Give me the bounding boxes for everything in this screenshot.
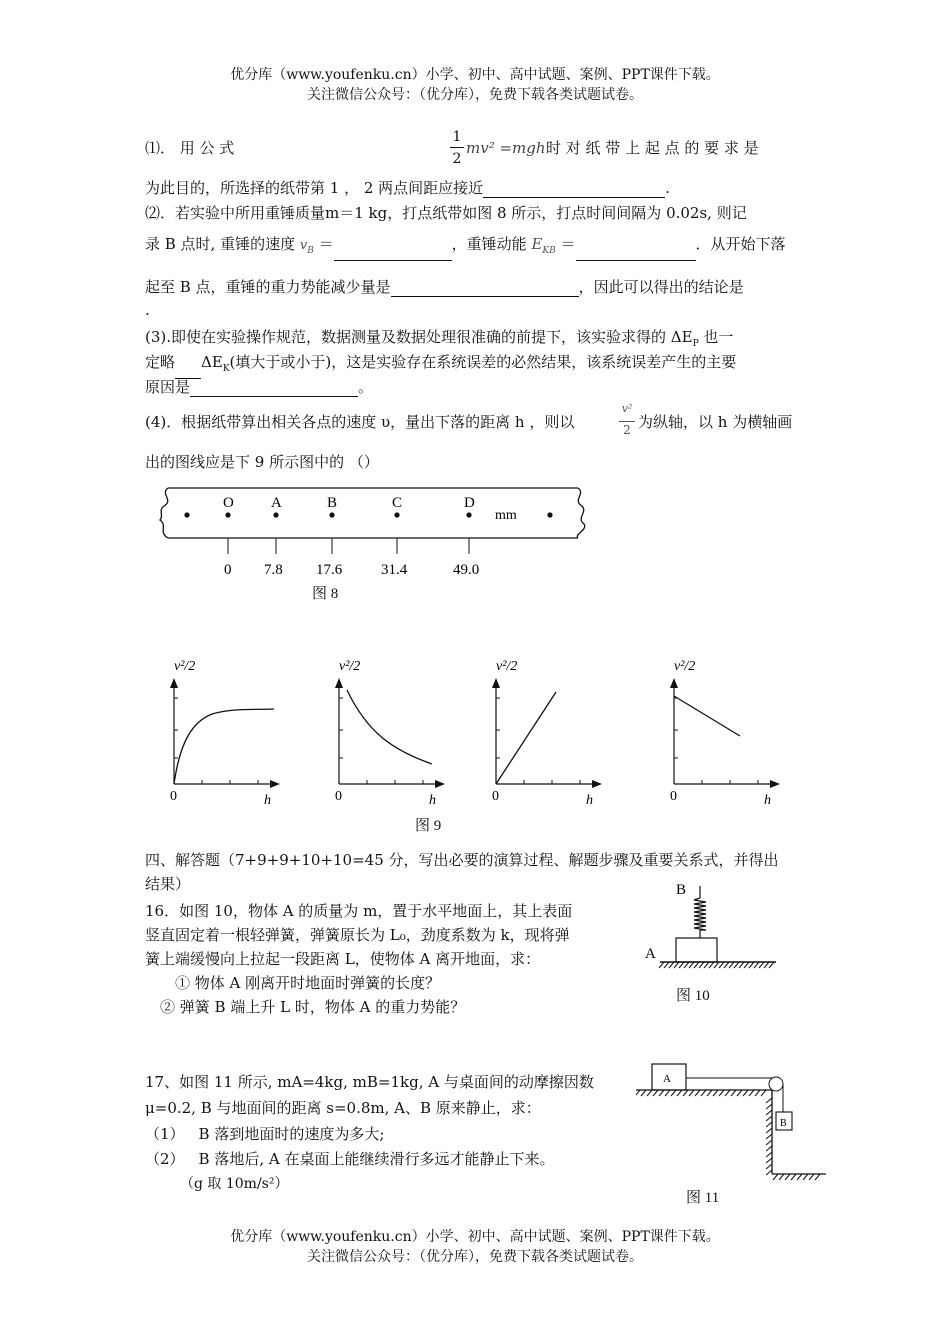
hatch-line xyxy=(659,962,664,968)
hatch-line xyxy=(769,962,774,968)
q4-line2: 出的图线应是下 9 所示图中的 （） xyxy=(145,453,379,471)
tape-label-B: B xyxy=(327,495,338,511)
header-line-1: 优分库（www.youfenku.cn）小学、初中、高中试题、案例、PPT课件下载。 xyxy=(230,67,720,83)
q3-line2 xyxy=(145,352,736,379)
tape-point-D xyxy=(466,512,471,517)
wall-hatch xyxy=(766,1158,772,1163)
q3-line1-end: 也一 xyxy=(698,328,734,346)
graph-xlabel: h xyxy=(264,793,271,808)
table-hatch xyxy=(731,1090,736,1096)
tape-unit: mm xyxy=(495,508,517,523)
table-hatch xyxy=(695,1090,700,1096)
tape-value-C: 31.4 xyxy=(381,562,408,578)
table-hatch xyxy=(671,1090,676,1096)
tape-point-B xyxy=(329,512,334,517)
table-hatch xyxy=(665,1090,670,1096)
wall-hatch xyxy=(766,1110,772,1115)
hatch-line xyxy=(729,962,734,968)
spring xyxy=(694,898,706,930)
graph-curve xyxy=(347,690,432,764)
hatch-line xyxy=(699,962,704,968)
q2-ep-blank[interactable] xyxy=(391,280,579,297)
hatch-line xyxy=(759,962,764,968)
fig10-label-b: B xyxy=(676,882,687,898)
q2-line3-b: ，因此可以得出的结论是 xyxy=(578,278,744,296)
table-hatch xyxy=(659,1090,664,1096)
q1-prefix: ⑴． 用 公 式 xyxy=(145,139,235,157)
q2-vb: v xyxy=(299,238,308,253)
q2-line2-c: ．从开始下落 xyxy=(695,235,786,253)
section4-line1: 四、解答题（7+9+9+10+10=45 分，写出必要的演算过程、解题步骤及重要关系式，并得出 xyxy=(145,851,779,869)
q3-line1 xyxy=(145,327,733,354)
hatch-line xyxy=(669,962,674,968)
q1-formula-num: 1 xyxy=(452,129,462,145)
wall-hatch xyxy=(766,1152,772,1157)
graph-origin: 0 xyxy=(170,789,177,804)
graph-curve xyxy=(174,709,274,784)
graph-x-arrow xyxy=(770,780,780,788)
q17-item1-text: B 落到地面时的速度为多大; xyxy=(198,1125,385,1143)
wall-hatch xyxy=(766,1146,772,1151)
table-hatch xyxy=(653,1090,658,1096)
section4-line2: 结果） xyxy=(145,875,191,893)
q17-item2 xyxy=(145,1149,554,1169)
q1-line2-end: . xyxy=(665,179,670,197)
tape-left-tear xyxy=(160,488,168,538)
hatch-line xyxy=(764,962,769,968)
q1-suffix: 时 对 纸 带 上 起 点 的 要 求 是 xyxy=(546,139,759,157)
q4-frac-num: v² xyxy=(621,402,633,415)
q4-line1-b: 为纵轴，以 h 为横轴画 xyxy=(638,413,793,431)
q3-reason-blank[interactable] xyxy=(190,380,358,397)
q2-line2-a: 录 B 点时, 重锤的速度 xyxy=(145,235,296,253)
hatch-line xyxy=(724,962,729,968)
table-hatch xyxy=(755,1090,760,1096)
floor-hatch xyxy=(779,1174,784,1180)
hatch-line xyxy=(719,962,724,968)
q17-item2-num: （2） xyxy=(145,1150,185,1168)
tape-point-C xyxy=(394,512,399,517)
hatch-line xyxy=(679,962,684,968)
tape-label-C: C xyxy=(392,495,403,511)
table-hatch xyxy=(725,1090,730,1096)
q3-line3-end: 。 xyxy=(358,378,374,396)
block-a xyxy=(676,938,717,962)
table-hatch xyxy=(683,1090,688,1096)
fig10-label-a: A xyxy=(645,946,656,962)
graph-origin: 0 xyxy=(670,789,677,804)
q2-ekb: E xyxy=(531,235,543,253)
q2-line4: . xyxy=(145,301,150,319)
q17-note: （g 取 10m/s²） xyxy=(180,1176,289,1192)
q3-line2-sub: K xyxy=(222,364,230,374)
graph-ylabel: v²/2 xyxy=(174,659,196,674)
tape-right-tear xyxy=(577,488,584,538)
graph-2 xyxy=(335,659,445,808)
wall-hatch xyxy=(766,1134,772,1139)
q2-vb-blank[interactable] xyxy=(334,244,452,261)
q2-vb-sub: B xyxy=(307,246,314,256)
hatch-line xyxy=(739,962,744,968)
tape-value-A: 7.8 xyxy=(264,562,283,578)
table-hatch xyxy=(737,1090,742,1096)
graph-y-arrow xyxy=(335,678,343,688)
wall-hatch xyxy=(766,1164,772,1169)
q3-line1-sub: P xyxy=(692,339,699,349)
q2-ekb-blank[interactable] xyxy=(576,244,696,261)
q2-line2-b: ，重锤动能 xyxy=(451,235,527,253)
floor-hatch xyxy=(809,1174,814,1180)
graph-xlabel: h xyxy=(764,793,771,808)
wall-hatch xyxy=(766,1104,772,1109)
floor-hatch xyxy=(797,1174,802,1180)
graph-ylabel: v²/2 xyxy=(339,659,361,674)
graph-y-arrow xyxy=(170,678,178,688)
graph-xlabel: h xyxy=(429,793,436,808)
floor-hatch xyxy=(791,1174,796,1180)
floor-hatch xyxy=(815,1174,820,1180)
graph-1 xyxy=(170,659,280,808)
graph-3 xyxy=(492,659,602,808)
hatch-line xyxy=(754,962,759,968)
graph-origin: 0 xyxy=(335,789,342,804)
q1-answer-blank[interactable] xyxy=(483,181,665,198)
q4-frac-den: 2 xyxy=(623,423,631,437)
wall-hatch xyxy=(766,1128,772,1133)
table-hatch xyxy=(713,1090,718,1096)
hatch-line xyxy=(694,962,699,968)
table-hatch xyxy=(761,1090,766,1096)
wall-hatch xyxy=(766,1140,772,1145)
hatch-line xyxy=(744,962,749,968)
floor-hatch xyxy=(773,1174,778,1180)
figure-10 xyxy=(640,874,790,974)
q16-item1: ① 物体 A 刚离开时地面时弹簧的长度？ xyxy=(175,974,441,992)
graph-x-arrow xyxy=(270,780,280,788)
graph-curve xyxy=(496,692,556,784)
graph-ylabel: v²/2 xyxy=(496,659,518,674)
wall-hatch xyxy=(766,1170,772,1175)
figure-11 xyxy=(636,1058,832,1186)
q3-line3 xyxy=(145,377,373,397)
q1-line2-text: 为此目的，所选择的纸带第 1 ， 2 两点间距应接近 xyxy=(145,179,484,197)
hatch-line xyxy=(749,962,754,968)
fig11-label-b: B xyxy=(780,1118,787,1129)
footer-line-1: 优分库（www.youfenku.cn）小学、初中、高中试题、案例、PPT课件下载。 xyxy=(230,1229,720,1245)
fig10-caption: 图 10 xyxy=(676,988,710,1004)
table-hatch xyxy=(749,1090,754,1096)
table-hatch xyxy=(707,1090,712,1096)
fig11-label-a: A xyxy=(663,1073,671,1085)
tape-value-B: 17.6 xyxy=(316,562,343,578)
graph-xlabel: h xyxy=(586,793,593,808)
table-hatch xyxy=(689,1090,694,1096)
q2-line2 xyxy=(145,234,786,261)
hatch-line xyxy=(689,962,694,968)
tape-dot-start xyxy=(184,512,189,517)
q4-frac-bar xyxy=(619,421,635,422)
q2-eq2: ＝ xyxy=(555,235,576,253)
q17-item2-text: B 落地后, A 在桌面上能继续滑行多远才能静止下来。 xyxy=(198,1150,555,1168)
graph-x-arrow xyxy=(435,780,445,788)
wall-hatch xyxy=(766,1122,772,1127)
table-hatch xyxy=(719,1090,724,1096)
q2-line3 xyxy=(145,277,744,297)
table-hatch xyxy=(677,1090,682,1096)
graph-x-arrow xyxy=(592,780,602,788)
q1-formula-bar xyxy=(450,147,464,148)
table-hatch xyxy=(636,1090,640,1096)
hatch-line xyxy=(674,962,679,968)
tape-label-D: D xyxy=(464,495,475,511)
q1-formula-rest: mv² =mgh xyxy=(466,139,546,157)
q17-item1-num: （1） xyxy=(145,1125,185,1143)
q2-line3-a: 起至 B 点，重锤的重力势能减少量是 xyxy=(145,278,391,296)
q17-item1 xyxy=(145,1124,384,1144)
q2-line1: ⑵．若实验中所用重锤质量m＝1 kg，打点纸带如图 8 所示，打点时间间隔为 0.02s, 则记 xyxy=(145,204,747,222)
q3-line3-text: 原因是 xyxy=(145,378,191,396)
fig11-caption: 图 11 xyxy=(686,1190,720,1206)
q17-line1: 17、如图 11 所示, mA=4kg, mB=1kg, A 与桌面间的动摩擦因数 xyxy=(145,1073,594,1091)
table-hatch xyxy=(641,1090,646,1096)
q2-eq1: ＝ xyxy=(313,235,334,253)
figure-8 xyxy=(150,482,600,610)
hatch-line xyxy=(714,962,719,968)
q1-formula-den: 2 xyxy=(452,151,462,167)
header-line-2: 关注微信公众号：（优分库），免费下载各类试题试卷。 xyxy=(307,87,643,103)
graph-y-arrow xyxy=(492,678,500,688)
table-hatch xyxy=(743,1090,748,1096)
q3-line2-a: 定略 xyxy=(145,353,176,371)
wall-hatch xyxy=(766,1116,772,1121)
fig8-caption: 图 8 xyxy=(312,586,339,602)
q3-line1-text: (3).即使在实验操作规范，数据测量及数据处理很准确的前提下，该实验求得的 ΔE xyxy=(145,328,693,346)
fig9-caption: 图 9 xyxy=(415,818,442,834)
graph-origin: 0 xyxy=(492,789,499,804)
graph-y-arrow xyxy=(670,678,678,688)
hatch-line xyxy=(664,962,669,968)
graph-4 xyxy=(670,659,780,808)
hatch-line xyxy=(734,962,739,968)
tape-point-A xyxy=(273,512,278,517)
tape-label-O: O xyxy=(223,495,234,511)
tape-value-D: 49.0 xyxy=(453,562,480,578)
footer-line-2: 关注微信公众号：（优分库），免费下载各类试题试卷。 xyxy=(307,1249,643,1265)
q4-line1-a: (4)．根据纸带算出相关各点的速度 υ，量出下落的距离 h ，则以 xyxy=(145,413,575,431)
q3-line2-b: ΔE xyxy=(201,353,223,371)
q16-line3: 簧上端缓慢向上拉起一段距离 L，使物体 A 离开地面，求： xyxy=(145,950,541,968)
floor-hatch xyxy=(785,1174,790,1180)
hatch-line xyxy=(684,962,689,968)
floor-hatch xyxy=(803,1174,808,1180)
q1-line2 xyxy=(145,178,670,198)
q3-line2-c: (填大于或小于)，这是实验存在系统误差的必然结果，该系统误差产生的主要 xyxy=(229,353,737,371)
q16-line2: 竖直固定着一根轻弹簧，弹簧原长为 L₀，劲度系数为 k，现将弹 xyxy=(145,926,570,944)
tape-label-A: A xyxy=(271,495,282,511)
tape-value-O: 0 xyxy=(224,562,232,578)
pulley xyxy=(769,1077,783,1091)
wall-hatch xyxy=(766,1098,772,1103)
figure-9 xyxy=(160,652,800,812)
q2-ekb-sub: KB xyxy=(542,246,556,256)
tape-point-O xyxy=(225,512,230,517)
table-hatch xyxy=(701,1090,706,1096)
graph-curve xyxy=(674,696,740,736)
table-hatch xyxy=(647,1090,652,1096)
graph-ylabel: v²/2 xyxy=(674,659,696,674)
tape-dot-end xyxy=(547,512,552,517)
hatch-line xyxy=(704,962,709,968)
q17-line2: μ=0.2, B 与地面间的距离 s=0.8m, A、B 原来静止，求： xyxy=(145,1099,541,1117)
q16-item2: ② 弹簧 B 端上升 L 时，物体 A 的重力势能？ xyxy=(160,998,466,1016)
q16-line1: 16．如图 10，物体 A 的质量为 m，置于水平地面上，其上表面 xyxy=(145,902,573,920)
hatch-line xyxy=(709,962,714,968)
